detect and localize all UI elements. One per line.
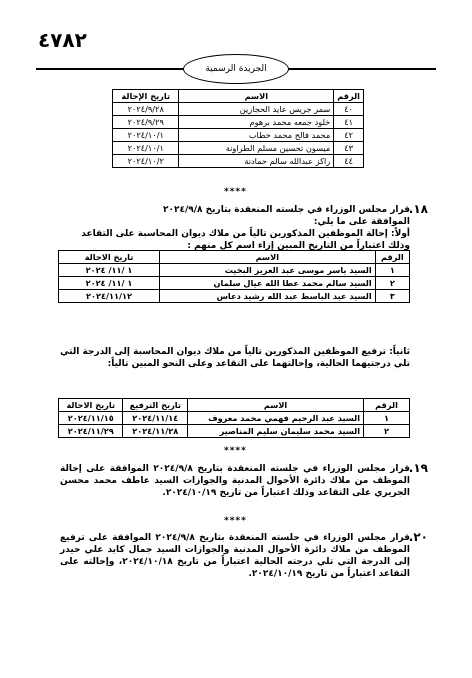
cell-date: ٢٠٢٤/٩/٢٨ bbox=[113, 103, 179, 116]
decision-18-line1: قرار مجلس الوزراء في جلسته المنعقدة بتاريخ ٢٠٢٤/٩/٨ bbox=[162, 205, 410, 215]
cell-number: ٤٣ bbox=[334, 142, 364, 155]
decision-20-text: قرار مجلس الوزراء في جلسته المنعقدة بتاريخ ٢٠٢٤/٩/٨ الموافقة على ترفيع الموظف من ملاك دائرة الأحوال المدنية والجوازات السيد جمال كايد علي حيدر إلى الدرجة التي تلي درجته الحالية اعتباراً من تاريخ ٢٠٢٤/١٠/١٨، وإحالته على التقاعد اعتباراً من تاريخ ٢٠٢٤/١٠/١٩. bbox=[60, 533, 410, 579]
cell-promotion-date: ٢٠٢٤/١١/٢٨ bbox=[123, 425, 188, 438]
col-header-date: تاريخ الإحالة bbox=[113, 90, 179, 103]
decision-18-line2: الموافقة على ما يلي: bbox=[313, 217, 410, 227]
cell-number: ١ bbox=[364, 412, 410, 425]
cell-name: ميسون تحسين مسلم الطراونة bbox=[179, 142, 334, 155]
cell-name: السيد ياسر موسى عبد العزيز البخيت bbox=[160, 264, 376, 277]
table-row bbox=[113, 103, 364, 116]
table-row bbox=[59, 264, 410, 277]
cell-number: ٢ bbox=[364, 425, 410, 438]
col-header-name: الاسم bbox=[188, 399, 364, 412]
gazette-title: الجريدة الرسمية bbox=[205, 64, 267, 74]
cell-date: ٢٠٢٤/١٠/١ bbox=[113, 129, 179, 142]
decision-18-intro bbox=[60, 204, 410, 228]
col-header-name: الاسم bbox=[179, 90, 334, 103]
cell-name: خلود جمعه محمد برهوم bbox=[179, 116, 334, 129]
table-row bbox=[113, 116, 364, 129]
gazette-title-badge bbox=[183, 54, 289, 84]
decision-19-text: قرار مجلس الوزراء في جلسته المنعقدة بتاريخ ٢٠٢٤/٩/٨ الموافقة على إحالة الموظف من ملاك دائرة الأحوال المدنية والجوازات السيد عاطف محمد محسن الجريري على التقاعد وذلك اعتباراً من تاريخ ٢٠٢٤/١٠/١٩. bbox=[60, 464, 410, 498]
table-header-row bbox=[59, 251, 410, 264]
col-header-date: تاريخ الاحالة bbox=[59, 251, 160, 264]
cell-name: السيد عبد الرحيم فهمي محمد معروف bbox=[188, 412, 364, 425]
table-row bbox=[113, 129, 364, 142]
separator-stars: **** bbox=[224, 187, 247, 197]
cell-date: ٢٠٢٤/٩/٢٩ bbox=[113, 116, 179, 129]
table-row bbox=[59, 277, 410, 290]
col-header-number: الرقم bbox=[364, 399, 410, 412]
decision-number: ١٩. bbox=[408, 461, 428, 475]
cell-name: السيد عبد الباسط عبد الله رشيد دعاس bbox=[160, 290, 376, 303]
cell-number: ٣ bbox=[375, 290, 409, 303]
table-row bbox=[113, 155, 364, 168]
cell-name: السيد سالم محمد عطا الله عيال سلمان bbox=[160, 277, 376, 290]
cell-retirement-date: ٢٠٢٤/١١/٢٩ bbox=[59, 425, 123, 438]
col-header-number: الرقم bbox=[375, 251, 409, 264]
separator-stars: **** bbox=[224, 446, 247, 456]
decision-number: ٢٠. bbox=[408, 530, 428, 544]
cell-date: ٢٠٢٤/١١/١٢ bbox=[59, 290, 160, 303]
cell-number: ٤٠ bbox=[334, 103, 364, 116]
separator-stars: **** bbox=[224, 516, 247, 526]
cell-date: ٢٠٢٤/١٠/٢ bbox=[113, 155, 179, 168]
cell-promotion-date: ٢٠٢٤/١١/١٤ bbox=[123, 412, 188, 425]
cell-number: ٤٢ bbox=[334, 129, 364, 142]
cell-date: ١ /١١/ ٢٠٢٤ bbox=[59, 264, 160, 277]
cell-retirement-date: ٢٠٢٤/١١/١٥ bbox=[59, 412, 123, 425]
retirement-table bbox=[58, 250, 410, 303]
table-header-row bbox=[113, 90, 364, 103]
cell-name: راكز عبدالله سالم حمادنة bbox=[179, 155, 334, 168]
table-row bbox=[59, 290, 410, 303]
cell-date: ٢٠٢٤/١٠/١ bbox=[113, 142, 179, 155]
cell-name: السيد محمد سليمان سليم المناصير bbox=[188, 425, 364, 438]
page-number: ٤٧٨٢ bbox=[38, 28, 87, 52]
cell-name: محمد فالح محمد خطاب bbox=[179, 129, 334, 142]
cell-number: ٢ bbox=[375, 277, 409, 290]
cell-number: ١ bbox=[375, 264, 409, 277]
retirees-table-continued bbox=[112, 89, 364, 168]
cell-number: ٤١ bbox=[334, 116, 364, 129]
table-row bbox=[59, 412, 410, 425]
promotion-table bbox=[58, 398, 410, 438]
decision-18-second: ثانياً: ترفيع الموظفين المذكورين تالياً من ملاك ديوان المحاسبة إلى الدرجة التي تلي درجتيهما الحالية، وإحالتهما على التقاعد وعلى النحو المبين تالياً: bbox=[60, 347, 410, 369]
cell-date: ١ /١١/ ٢٠٢٤ bbox=[59, 277, 160, 290]
table-row bbox=[113, 142, 364, 155]
decision-number: ١٨. bbox=[408, 202, 428, 216]
table-row bbox=[59, 425, 410, 438]
col-header-number: الرقم bbox=[334, 90, 364, 103]
col-header-promotion-date: تاريخ الترفيع bbox=[123, 399, 188, 412]
cell-number: ٤٤ bbox=[334, 155, 364, 168]
col-header-retirement-date: تاريخ الاحالة bbox=[59, 399, 123, 412]
col-header-name: الاسم bbox=[160, 251, 376, 264]
cell-name: سمر جريس عايد الحجازين bbox=[179, 103, 334, 116]
decision-18-first: أولاً: إحالة الموظفين المذكورين تالياً من ملاك ديوان المحاسبة على التقاعد وذلك اعتباراً من التاريخ المبين إزاء اسم كل منهم : bbox=[81, 229, 410, 251]
table-header-row bbox=[59, 399, 410, 412]
